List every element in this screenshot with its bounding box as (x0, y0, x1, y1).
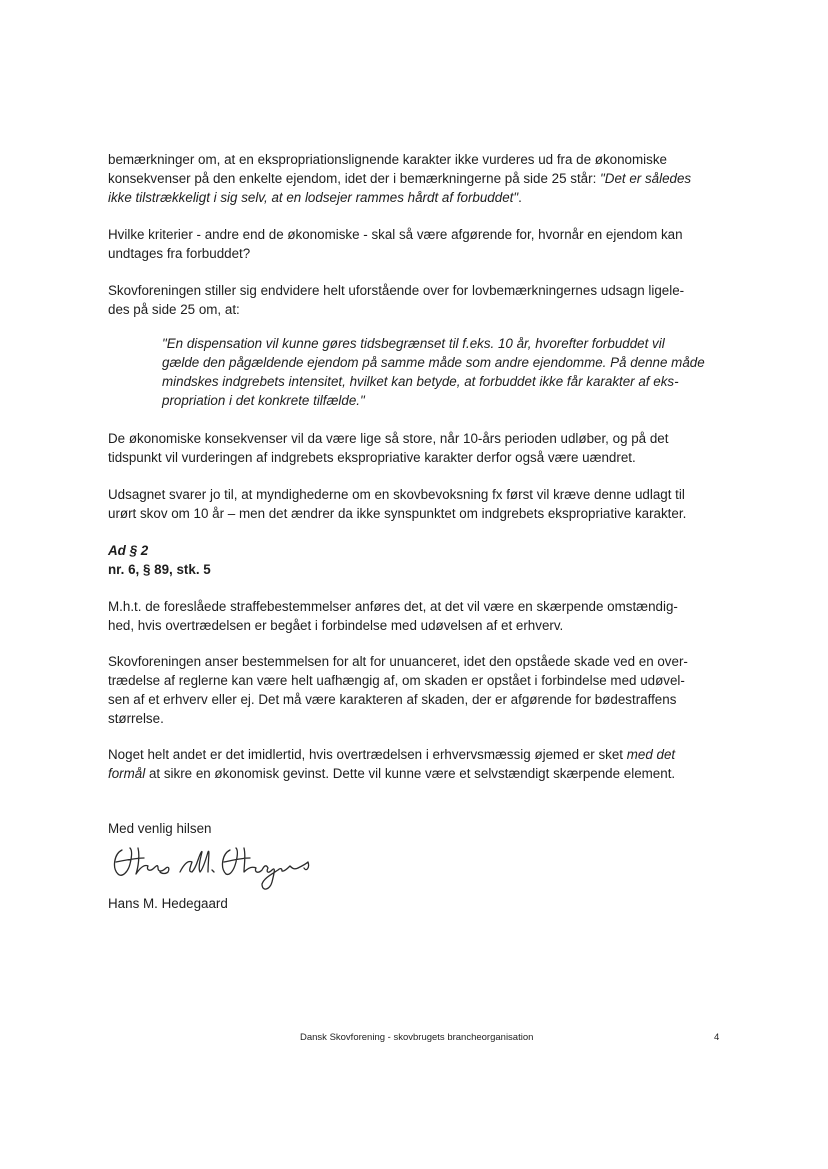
signatory-name: Hans M. Hedegaard (108, 896, 228, 911)
p2-line1: Hvilke kriterier - andre end de økonomiske - skal så være afgørende for, hvornår en ejendom kan (108, 227, 683, 242)
p5-line2: urørt skov om 10 år – men det ændrer da ikke synspunktet om indgrebets ekspropriative karakter. (108, 506, 687, 521)
p3-line2: des på side 25 om, at: (108, 302, 240, 317)
paragraph-economic-consequences (108, 150, 720, 207)
p3-line1: Skovforeningen stiller sig endvidere helt uforstående over for lovbemærkningernes udsagn ligele- (108, 283, 685, 298)
p7-line2: trædelse af reglerne kan være helt uafhængig af, om skaden er opstået i forbindelse med udøvel- (108, 673, 685, 688)
block-quote (162, 334, 722, 410)
p8-line2: formål at sikre en økonomisk gevinst. Dette vil kunne være et selvstændigt skærpende element. (108, 766, 676, 781)
paragraph-unnuanced-provision (108, 652, 720, 728)
p1-line1: bemærkninger om, at en ekspropriationslignende karakter ikke vurderes ud fra de økonomiske (108, 152, 667, 167)
p6-line1: M.h.t. de foreslåede straffebestemmelser anføres det, at det vil være en skærpende omstændig- (108, 599, 678, 614)
p6-line2: hed, hvis overtrædelsen er begået i forbindelse med udøvelsen af et erhverv. (108, 618, 564, 633)
p1-line2: konsekvenser på den enkelte ejendom, idet der i bemærkningerne på side 25 står: "Det er således (108, 171, 692, 186)
footer-organization: Dansk Skovforening - skovbrugets brancheorganisation (300, 1032, 534, 1043)
p4-line1: De økonomiske konsekvenser vil da være lige så store, når 10-års perioden udløber, og på det (108, 431, 669, 446)
closing-greeting: Med venlig hilsen (108, 821, 212, 836)
p7-line4: størrelse. (108, 711, 164, 726)
p7-line1: Skovforeningen anser bestemmelsen for alt for unuanceret, idet den opståede skade ved en over- (108, 654, 688, 669)
p5-line1: Udsagnet svarer jo til, at myndighederne om en skovbevoksning fx først vil kræve denne udlagt til (108, 487, 685, 502)
heading-line1: Ad § 2 (108, 543, 149, 558)
p4-line2: tidspunkt vil vurderingen af indgrebets ekspropriative karakter derfor også være uændret. (108, 450, 636, 465)
heading-line2: nr. 6, § 89, stk. 5 (108, 562, 211, 577)
p1-inline-quote: "Det er således (600, 171, 692, 186)
quote-line4: propriation i det konkrete tilfælde." (162, 393, 365, 408)
paragraph-ten-year-period (108, 429, 720, 467)
paragraph-untouched-forest (108, 485, 720, 523)
quote-line2: gælde den pågældende ejendom på samme måde som andre ejendomme. På denne måde (162, 355, 705, 370)
p8-line1: Noget helt andet er det imidlertid, hvis overtrædelsen i erhvervsmæssig øjemed er sket med det (108, 747, 676, 762)
paragraph-penalty-provisions (108, 597, 720, 635)
paragraph-criteria-question (108, 225, 720, 263)
signature-image (108, 838, 328, 896)
p7-line3: sen af et erhverv eller ej. Det må være karakteren af skaden, der er afgørende for bødestraffens (108, 692, 677, 707)
paragraph-economic-gain (108, 745, 720, 783)
p1-line3: ikke tilstrækkeligt i sig selv, at en lodsejer rammes hårdt af forbuddet". (108, 190, 522, 205)
quote-line1: "En dispensation vil kunne gøres tidsbegrænset til f.eks. 10 år, hvorefter forbuddet vil (162, 336, 665, 351)
quote-line3: mindskes indgrebets intensitet, hvilket kan betyde, at forbuddet ikke får karakter af eks- (162, 374, 679, 389)
paragraph-statement-intro (108, 281, 720, 319)
page-number: 4 (714, 1032, 720, 1043)
section-heading (108, 541, 720, 579)
p2-line2: undtages fra forbuddet? (108, 246, 251, 261)
